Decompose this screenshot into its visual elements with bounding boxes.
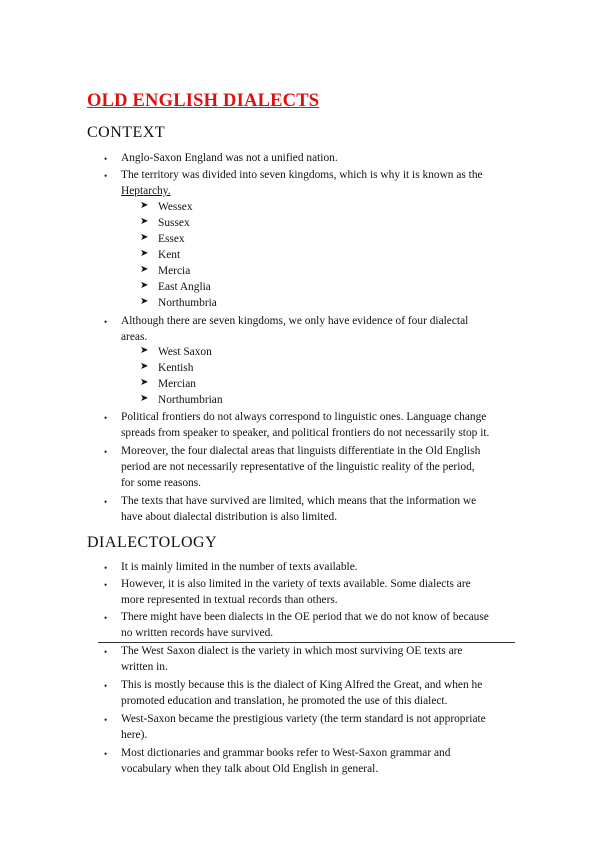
list-item-continuation: for some reasons. bbox=[121, 477, 202, 489]
bullet-icon: • bbox=[104, 317, 108, 327]
list-item: Political frontiers do not always correspond to linguistic ones. Language change bbox=[121, 411, 487, 423]
arrow-bullet-icon: ➤ bbox=[140, 361, 149, 372]
sub-list-item: Mercian bbox=[158, 378, 196, 390]
list-item: West-Saxon became the prestigious variety (the term standard is not appropriate bbox=[121, 713, 486, 725]
bullet-icon: • bbox=[104, 580, 108, 590]
arrow-bullet-icon: ➤ bbox=[140, 393, 149, 404]
arrow-bullet-icon: ➤ bbox=[140, 377, 149, 388]
list-item-continuation: written in. bbox=[121, 661, 168, 673]
sub-list-item: Kent bbox=[158, 249, 181, 261]
list-item-continuation: more represented in textual records than others. bbox=[121, 594, 338, 606]
bullet-icon: • bbox=[104, 171, 108, 181]
sub-list-item: Wessex bbox=[158, 201, 193, 213]
bullet-icon: • bbox=[104, 715, 108, 725]
list-item: This is mostly because this is the dialect of King Alfred the Great, and when he bbox=[121, 679, 483, 691]
section-heading-dialectology: DIALECTOLOGY bbox=[87, 534, 218, 551]
list-item-continuation: Heptarchy. bbox=[121, 185, 171, 197]
bullet-icon: • bbox=[104, 563, 108, 573]
list-item-continuation: no written records have survived. bbox=[121, 627, 274, 639]
bullet-icon: • bbox=[104, 681, 108, 691]
list-item-continuation: have about dialectal distribution is also limited. bbox=[121, 511, 338, 523]
arrow-bullet-icon: ➤ bbox=[140, 216, 149, 227]
list-item-continuation: spreads from speaker to speaker, and political frontiers do not necessarily stop it. bbox=[121, 427, 490, 439]
sub-list-item: Northumbrian bbox=[158, 394, 223, 406]
sub-list-item: Sussex bbox=[158, 217, 190, 229]
sub-list-item: Essex bbox=[158, 233, 185, 245]
bullet-icon: • bbox=[104, 749, 108, 759]
sub-list-item: Mercia bbox=[158, 265, 191, 277]
arrow-bullet-icon: ➤ bbox=[140, 248, 149, 259]
sub-list-item: West Saxon bbox=[158, 346, 212, 358]
bullet-icon: • bbox=[104, 447, 108, 457]
list-item-continuation: promoted education and translation, he promoted the use of this dialect. bbox=[121, 695, 448, 707]
document-title: OLD ENGLISH DIALECTS bbox=[87, 91, 320, 111]
list-item: It is mainly limited in the number of texts available. bbox=[121, 561, 358, 573]
list-item: Anglo-Saxon England was not a unified nation. bbox=[121, 152, 338, 164]
list-item: Most dictionaries and grammar books refer to West-Saxon grammar and bbox=[121, 747, 451, 759]
list-item-continuation: areas. bbox=[121, 331, 148, 343]
bullet-icon: • bbox=[104, 613, 108, 623]
list-item-continuation: period are not necessarily representative of the linguistic reality of the period, bbox=[121, 461, 475, 473]
bullet-icon: • bbox=[104, 497, 108, 507]
list-item: The West Saxon dialect is the variety in which most surviving OE texts are bbox=[121, 645, 463, 657]
bullet-icon: • bbox=[104, 413, 108, 423]
list-item-continuation: here). bbox=[121, 729, 148, 741]
list-item: Although there are seven kingdoms, we only have evidence of four dialectal bbox=[121, 315, 469, 327]
list-item: There might have been dialects in the OE period that we do not know of because bbox=[121, 611, 489, 623]
arrow-bullet-icon: ➤ bbox=[140, 232, 149, 243]
arrow-bullet-icon: ➤ bbox=[140, 280, 149, 291]
list-item-continuation: vocabulary when they talk about Old English in general. bbox=[121, 763, 379, 775]
arrow-bullet-icon: ➤ bbox=[140, 296, 149, 307]
arrow-bullet-icon: ➤ bbox=[140, 264, 149, 275]
bullet-icon: • bbox=[104, 154, 108, 164]
list-item: Moreover, the four dialectal areas that linguists differentiate in the Old English bbox=[121, 445, 481, 457]
bullet-icon: • bbox=[104, 647, 108, 657]
sub-list-item: Kentish bbox=[158, 362, 194, 374]
list-item: The texts that have survived are limited, which means that the information we bbox=[121, 495, 477, 507]
sub-list-item: East Anglia bbox=[158, 281, 211, 293]
list-item: The territory was divided into seven kingdoms, which is why it is known as the bbox=[121, 169, 483, 181]
arrow-bullet-icon: ➤ bbox=[140, 200, 149, 211]
section-heading-context: CONTEXT bbox=[87, 124, 166, 141]
sub-list-item: Northumbria bbox=[158, 297, 217, 309]
list-item: However, it is also limited in the variety of texts available. Some dialects are bbox=[121, 578, 471, 590]
arrow-bullet-icon: ➤ bbox=[140, 345, 149, 356]
